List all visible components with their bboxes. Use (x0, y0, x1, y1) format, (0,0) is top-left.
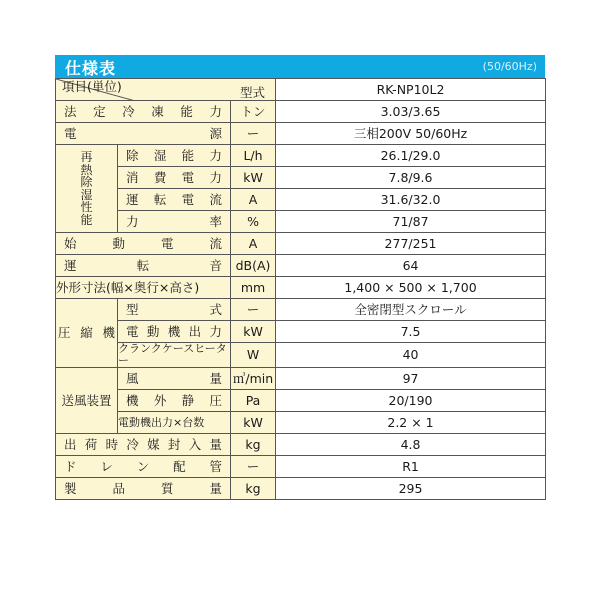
power-source-label (56, 127, 230, 141)
row-label (56, 101, 231, 123)
row-value: 三相200V 50/60Hz (276, 123, 546, 145)
row-value: 2.2 × 1 (276, 412, 546, 434)
row-value: 7.5 (276, 321, 546, 343)
label-char: 力 (209, 103, 222, 119)
reheat-group-text (56, 151, 117, 226)
table-row (56, 145, 546, 167)
label-char: 管 (209, 458, 222, 474)
model-column-label: 型式 (240, 85, 266, 100)
label-char: 力 (209, 323, 222, 339)
label-char: 封 (167, 436, 181, 452)
table-row (56, 478, 546, 500)
label-char: 荷 (84, 436, 98, 452)
label-char: 量 (209, 480, 222, 496)
label-char: 品 (112, 480, 125, 496)
drain-pipe-label (56, 460, 230, 474)
row-label (118, 167, 231, 189)
row-label: 電動機出力×台数 (118, 412, 231, 434)
row-label (118, 189, 231, 211)
air-volume-label (118, 372, 230, 386)
row-unit: dB(A) (231, 255, 276, 277)
row-label (118, 368, 231, 390)
label-char: 力 (209, 169, 222, 185)
row-unit: W (231, 343, 276, 368)
label-char: 配 (173, 458, 186, 474)
label-char: 流 (209, 191, 222, 207)
label-char: 運 (126, 191, 139, 207)
fan-group-label: 送風装置 (56, 368, 118, 434)
row-value: 64 (276, 255, 546, 277)
row-label: 外形寸法(幅×奥行×高さ) (56, 277, 231, 299)
row-value: 97 (276, 368, 546, 390)
label-char: 凍 (151, 103, 164, 119)
row-unit: L/h (231, 145, 276, 167)
row-unit: kg (231, 478, 276, 500)
label-char: 運 (64, 257, 77, 273)
row-value: 1,400 × 500 × 1,700 (276, 277, 546, 299)
row-value: 31.6/32.0 (276, 189, 546, 211)
row-unit: A (231, 233, 276, 255)
row-unit: kW (231, 412, 276, 434)
label-char: 電 (160, 235, 174, 251)
label-char: 法 (64, 103, 77, 119)
compressor-group-label (56, 299, 118, 368)
table-row (56, 167, 546, 189)
table-row (56, 390, 546, 412)
label-char: ド (64, 458, 77, 474)
label-char: 出 (188, 323, 202, 339)
label-char: 機 (102, 325, 115, 341)
comp-motor-output-label (118, 325, 230, 339)
label-char: 転 (153, 191, 167, 207)
table-row (56, 123, 546, 145)
label-char: 機 (167, 323, 181, 339)
comp-type-label (118, 303, 230, 317)
row-label (56, 456, 231, 478)
label-char: 定 (93, 103, 106, 119)
row-unit: mm (231, 277, 276, 299)
header-row (56, 79, 546, 101)
label-char: 圧 (209, 392, 222, 408)
label-char: 静 (181, 392, 195, 408)
row-unit: ㎥/min (231, 368, 276, 390)
label-char: 能 (181, 147, 195, 163)
label-char: 転 (136, 257, 150, 273)
table-row (56, 189, 546, 211)
row-unit: ー (231, 456, 276, 478)
row-value: R1 (276, 456, 546, 478)
row-value: 26.1/29.0 (276, 145, 546, 167)
starting-current-label (56, 237, 230, 251)
label-char: 冷 (126, 436, 139, 452)
label-char: 電 (126, 323, 139, 339)
row-label (56, 233, 231, 255)
power-factor-label (118, 215, 230, 229)
product-weight-label (56, 482, 230, 496)
label-char: 時 (105, 436, 119, 452)
row-value: 71/87 (276, 211, 546, 233)
label-char: 型 (126, 301, 139, 317)
table-row (56, 412, 546, 434)
label-char: 電 (64, 125, 77, 141)
dehumid-capacity-label (118, 149, 230, 163)
row-value: 40 (276, 343, 546, 368)
row-unit: ー (231, 299, 276, 321)
row-unit: A (231, 189, 276, 211)
row-value: 277/251 (276, 233, 546, 255)
external-static-pressure-label (118, 394, 230, 408)
row-label (56, 255, 231, 277)
label-char: 始 (64, 235, 77, 251)
row-label (56, 123, 231, 145)
row-label (56, 478, 231, 500)
row-label (118, 145, 231, 167)
header-diagonal-cell (56, 79, 276, 101)
refrigerant-charge-label (56, 438, 230, 452)
label-char: 性 (80, 200, 93, 214)
label-char: 流 (209, 235, 222, 251)
label-char: 出 (64, 436, 77, 452)
label-char: ン (136, 458, 150, 474)
cooling-capacity-label (56, 105, 230, 119)
label-char: 力 (126, 213, 139, 229)
row-value: 20/190 (276, 390, 546, 412)
row-label (118, 390, 231, 412)
label-char: 能 (80, 212, 93, 227)
row-value: 4.8 (276, 434, 546, 456)
label-char: 媒 (147, 436, 160, 452)
row-unit: kg (231, 434, 276, 456)
label-char: 消 (126, 169, 139, 185)
table-row (56, 434, 546, 456)
reheat-group-label (56, 145, 118, 233)
label-char: 動 (146, 323, 160, 339)
label-char: 源 (209, 125, 222, 141)
label-char: 式 (209, 301, 222, 317)
label-char: 電 (181, 191, 195, 207)
label-char: 湿 (80, 187, 93, 202)
model-number: RK-NP10L2 (276, 79, 546, 101)
label-char: 電 (181, 169, 195, 185)
label-char: 熱 (80, 162, 93, 177)
row-unit: kW (231, 321, 276, 343)
frequency-label: (50/60Hz) (482, 60, 537, 73)
label-char: 除 (80, 175, 93, 189)
label-char: 圧 (58, 325, 71, 341)
table-row (56, 101, 546, 123)
spec-table (55, 78, 546, 500)
table-row (56, 368, 546, 390)
table-row (56, 321, 546, 343)
row-unit: % (231, 211, 276, 233)
label-char: 力 (209, 147, 222, 163)
label-char: 冷 (122, 103, 135, 119)
label-char: 再 (80, 150, 93, 164)
label-char: 入 (188, 436, 202, 452)
label-char: 量 (209, 370, 222, 386)
label-char: 風 (126, 370, 139, 386)
table-row (56, 233, 546, 255)
row-value: 全密閉型スクロール (276, 299, 546, 321)
label-char: 費 (153, 169, 167, 185)
row-label (118, 321, 231, 343)
table-row (56, 277, 546, 299)
row-label (118, 211, 231, 233)
item-column-label: 項目(単位) (62, 79, 122, 95)
power-consumption-label (118, 171, 230, 185)
label-char: 製 (64, 480, 77, 496)
row-value: 7.8/9.6 (276, 167, 546, 189)
label-char: 音 (209, 257, 222, 273)
row-label: クランクケースヒーター (118, 343, 231, 368)
compressor-group-text (56, 326, 117, 340)
running-current-label (118, 193, 230, 207)
table-row (56, 255, 546, 277)
label-char: 量 (209, 436, 222, 452)
label-char: 率 (209, 213, 222, 229)
table-row (56, 211, 546, 233)
table-row (56, 343, 546, 368)
label-char: 湿 (153, 147, 167, 163)
row-label (56, 434, 231, 456)
label-char: 質 (160, 480, 174, 496)
table-row (56, 456, 546, 478)
label-char: 縮 (80, 325, 93, 341)
row-value: 3.03/3.65 (276, 101, 546, 123)
row-unit: kW (231, 167, 276, 189)
label-char: レ (100, 458, 113, 474)
label-char: 外 (153, 392, 167, 408)
row-unit: Pa (231, 390, 276, 412)
label-char: 動 (112, 235, 125, 251)
label-char: 機 (126, 392, 139, 408)
row-unit: トン (231, 101, 276, 123)
operating-noise-label (56, 259, 230, 273)
table-row (56, 299, 546, 321)
row-label (118, 299, 231, 321)
row-unit: ー (231, 123, 276, 145)
spec-table-title: 仕様表 (65, 59, 117, 78)
label-char: 能 (180, 103, 193, 119)
title-bar (55, 55, 545, 78)
spec-sheet (55, 55, 545, 500)
row-value: 295 (276, 478, 546, 500)
label-char: 除 (126, 147, 139, 163)
